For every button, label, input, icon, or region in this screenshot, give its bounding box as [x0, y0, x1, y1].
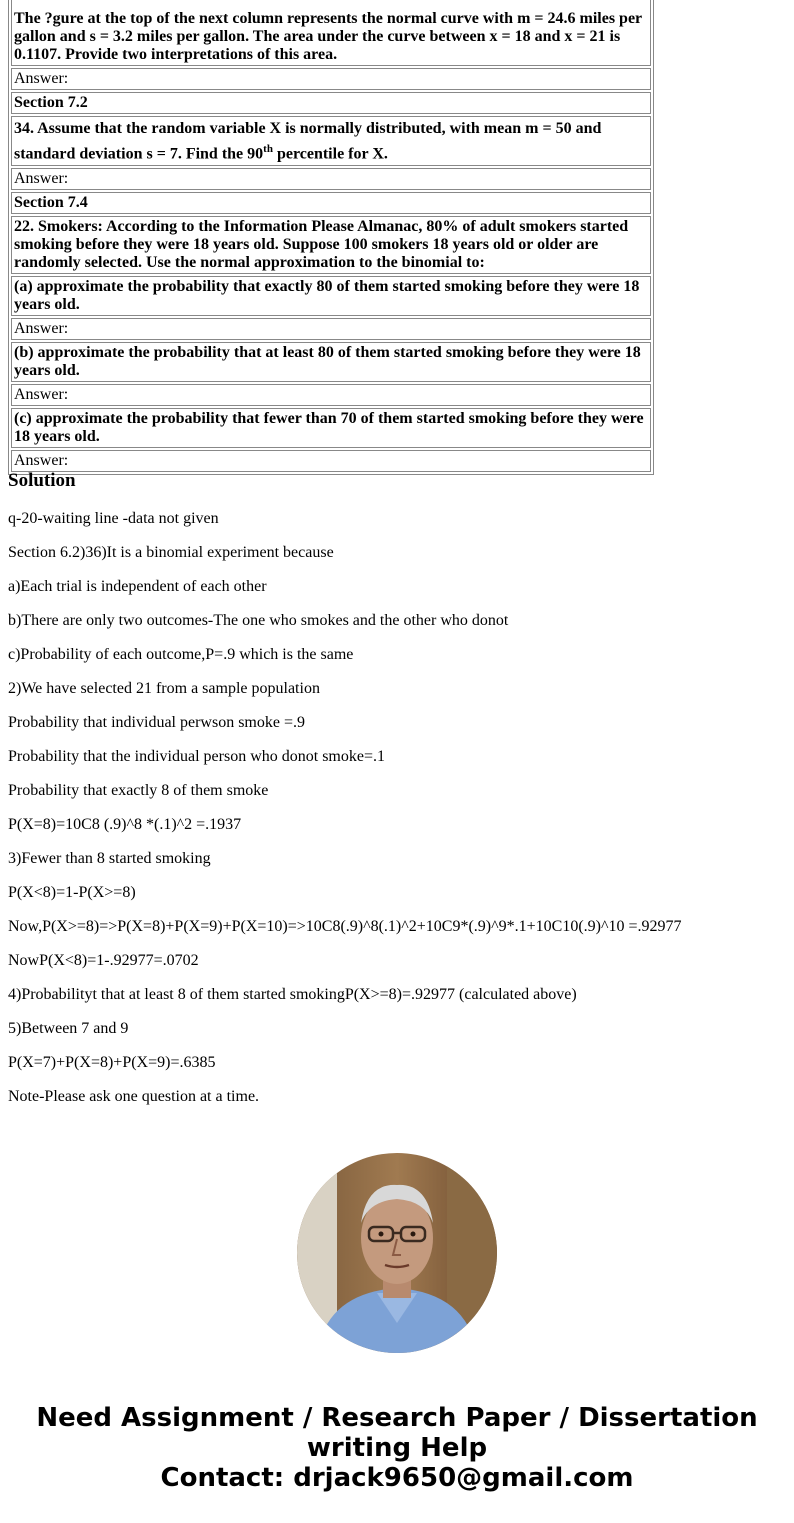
solution-heading: Solution: [8, 470, 76, 491]
solution-line: Note-Please ask one question at a time.: [8, 1088, 260, 1105]
table-row: [11, 68, 651, 90]
table-row: [11, 342, 651, 382]
answer-cell: Answer:: [11, 68, 651, 90]
solution-line: P(X=7)+P(X=8)+P(X=9)=.6385: [8, 1054, 216, 1071]
question-text: 34. Assume that the random variable X is normally distributed, with mean m = 50 and standard deviation s = 7. Find the 90: [14, 120, 602, 163]
question-22b: (b) approximate the probability that at least 80 of them started smoking before they were 18 years old.: [11, 342, 651, 382]
solution-line: NowP(X<8)=1-.92977=.0702: [8, 952, 199, 969]
solution-section: [8, 470, 788, 1122]
table-row: [11, 216, 651, 274]
question-text: percentile for X.: [272, 145, 388, 163]
superscript: th: [263, 143, 273, 155]
question-34: [11, 116, 651, 166]
footer-contact: Contact: drjack9650@gmail.com: [160, 1463, 634, 1493]
question-22: 22. Smokers: According to the Information Please Almanac, 80% of adult smokers started smoking before they were 18 years old. Suppose 100 smokers 18 years old or older are randomly selected. Use the normal approximation to the binomial to:: [11, 216, 651, 274]
footer-banner: [0, 1403, 794, 1493]
solution-line: 2)We have selected 21 from a sample population: [8, 680, 320, 697]
table-row: [11, 384, 651, 406]
solution-line: 5)Between 7 and 9: [8, 1020, 129, 1037]
table-row: [11, 276, 651, 316]
solution-line: 4)Probabilityt that at least 8 of them started smokingP(X>=8)=.92977 (calculated above): [8, 986, 577, 1003]
table-row: [11, 318, 651, 340]
question-22c: (c) approximate the probability that fewer than 70 of them started smoking before they were 18 years old.: [11, 408, 651, 448]
solution-line: b)There are only two outcomes-The one who smokes and the other who donot: [8, 612, 509, 629]
solution-line: Now,P(X>=8)=>P(X=8)+P(X=9)+P(X=10)=>10C8(.9)^8(.1)^2+10C9*(.9)^9*.1+10C10(.9)^10 =.92977: [8, 918, 682, 935]
question-22a: (a) approximate the probability that exactly 80 of them started smoking before they were 18 years old.: [11, 276, 651, 316]
solution-line: P(X<8)=1-P(X>=8): [8, 884, 136, 901]
solution-line: a)Each trial is independent of each other: [8, 578, 267, 595]
table-row: [11, 408, 651, 448]
answer-cell: Answer:: [11, 450, 651, 472]
table-row: [11, 116, 651, 166]
solution-line: Probability that exactly 8 of them smoke: [8, 782, 269, 799]
footer-line: Need Assignment / Research Paper / Dissertation: [36, 1403, 758, 1433]
solution-line: c)Probability of each outcome,P=.9 which is the same: [8, 646, 354, 663]
footer-line: writing Help: [306, 1433, 488, 1463]
table-row: [11, 92, 651, 114]
answer-cell: Answer:: [11, 318, 651, 340]
portrait-image: [297, 1153, 497, 1353]
solution-line: Probability that the individual person who donot smoke=.1: [8, 748, 385, 765]
table-row: [11, 0, 651, 66]
solution-line: q-20-waiting line -data not given: [8, 510, 219, 527]
questions-table: [8, 0, 654, 475]
table-row: [11, 192, 651, 214]
question-normal-curve: [11, 0, 651, 66]
answer-cell: Answer:: [11, 168, 651, 190]
solution-line: Probability that individual perwson smoke =.9: [8, 714, 305, 731]
solution-line: P(X=8)=10C8 (.9)^8 *(.1)^2 =.1937: [8, 816, 242, 833]
table-row: [11, 168, 651, 190]
solution-line: Section 6.2)36)It is a binomial experiment because: [8, 544, 334, 561]
author-avatar: [297, 1153, 497, 1353]
section-header: Section 7.2: [11, 92, 651, 114]
section-header: Section 7.4: [11, 192, 651, 214]
question-text: The ?gure at the top of the next column represents the normal curve with m = 24.6 miles per gallon and s = 3.2 miles per gallon. The area under the curve between x = 18 and x = 21 is 0.1107. Provide two interpretations of this area.: [14, 10, 642, 63]
solution-line: 3)Fewer than 8 started smoking: [8, 850, 211, 867]
answer-cell: Answer:: [11, 384, 651, 406]
